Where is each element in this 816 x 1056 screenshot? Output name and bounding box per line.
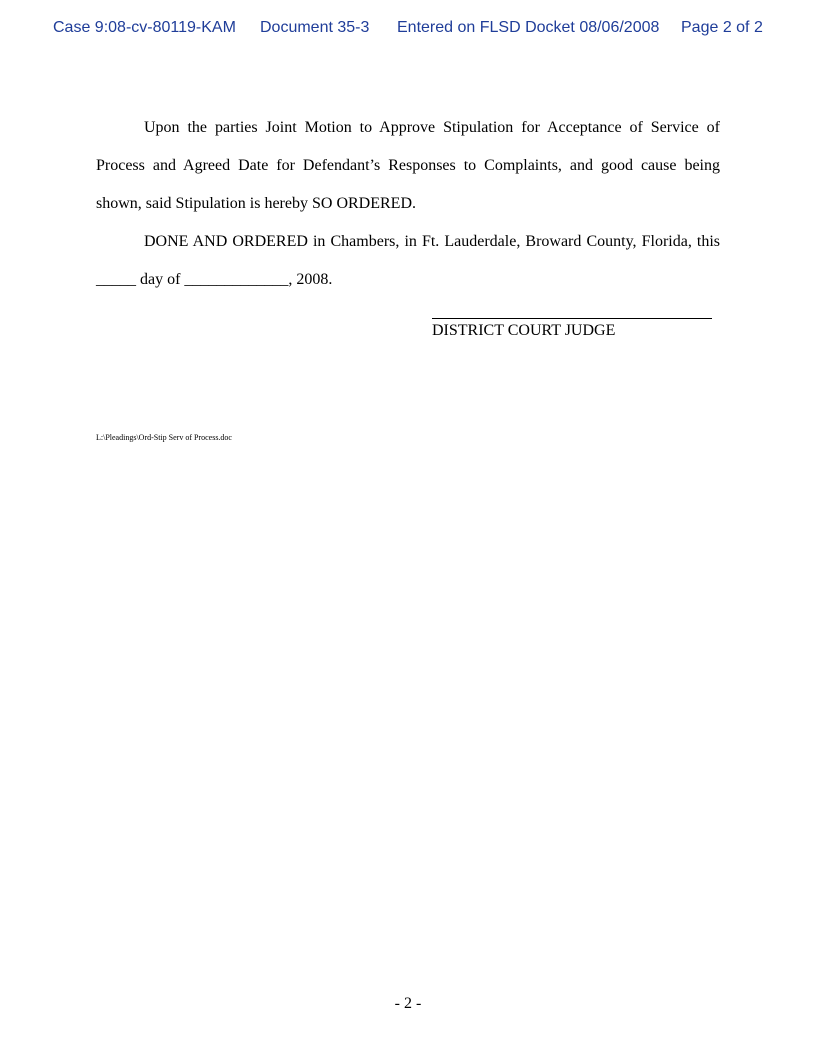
order-paragraph-1: Upon the parties Joint Motion to Approve Stipulation for Acceptance of Service of Process and Agreed Date for Defendant’s Responses to Complaints, and good cause being shown, said Stipulation is hereby SO ORDERED. bbox=[96, 119, 720, 212]
file-path-footer: L:\Pleadings\Ord-Stip Serv of Process.doc bbox=[96, 433, 232, 442]
order-paragraph-2: DONE AND ORDERED in Chambers, in Ft. Lauderdale, Broward County, Florida, this _____ day of _____________, 2008. bbox=[96, 233, 720, 288]
page-number: - 2 - bbox=[394, 995, 422, 1012]
docket-entered-date: Entered on FLSD Docket 08/06/2008 bbox=[397, 19, 660, 36]
docket-document-number: Document 35-3 bbox=[260, 19, 370, 36]
signature-label: DISTRICT COURT JUDGE bbox=[432, 322, 616, 339]
signature-line bbox=[432, 318, 712, 319]
docket-header bbox=[0, 16, 816, 40]
docket-page-count: Page 2 of 2 bbox=[681, 19, 763, 36]
docket-case-number: Case 9:08-cv-80119-KAM bbox=[53, 19, 236, 36]
